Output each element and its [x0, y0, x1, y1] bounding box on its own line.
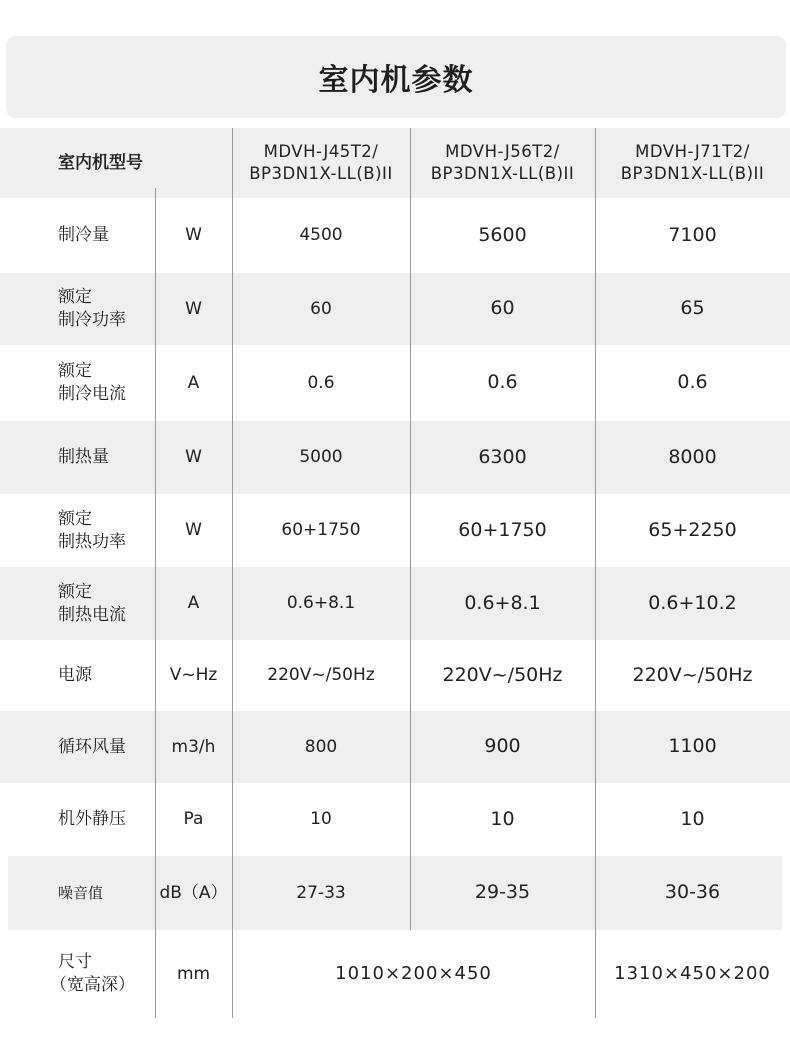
value-model-2: 220V~/50Hz — [442, 663, 563, 686]
row-label-line: 制热电流 — [58, 604, 126, 625]
row-unit: A — [187, 593, 200, 614]
model-1-line-1: MDVH-J45T2/ — [263, 141, 379, 161]
value-model-1: 220V~/50Hz — [267, 665, 375, 686]
value-model-2: 10 — [490, 807, 515, 830]
table-row — [0, 711, 790, 783]
table-row — [0, 783, 790, 856]
value-model-3: 0.6+10.2 — [648, 591, 737, 614]
size-label-line-2: （宽高深） — [50, 975, 135, 995]
model-2-line-1: MDVH-J56T2/ — [445, 141, 560, 161]
row-label-line: 额定 — [58, 287, 92, 308]
row-unit: A — [187, 372, 200, 393]
table-row — [0, 273, 790, 345]
table-row-size — [0, 930, 790, 1018]
row-label-line: 额定 — [58, 508, 92, 529]
row-label — [0, 930, 155, 1018]
row-label-line: 电源 — [58, 665, 92, 686]
value-model-2: 6300 — [478, 445, 527, 468]
table-row — [0, 345, 790, 421]
model-3-line-2: BP3DN1X-LL(B)II — [620, 164, 765, 183]
row-label — [0, 711, 155, 783]
divider-label-unit — [155, 188, 156, 1018]
row-unit: mm — [176, 963, 211, 984]
row-unit: V~Hz — [169, 665, 218, 686]
table-row — [0, 494, 790, 567]
table-row — [0, 421, 790, 494]
value-model-1: 0.6 — [307, 372, 335, 393]
value-model-3: 7100 — [668, 223, 717, 246]
value-model-2: 0.6 — [487, 371, 518, 394]
value-model-2: 5600 — [478, 223, 527, 246]
page-title: 室内机参数 — [318, 63, 474, 98]
row-label — [0, 345, 155, 421]
divider-m1-m2 — [410, 218, 411, 930]
table-row — [8, 856, 782, 930]
value-model-1: 27-33 — [296, 882, 346, 903]
row-label — [0, 640, 155, 711]
row-label-line: 机外静压 — [58, 809, 126, 830]
row-label-line: 噪音值 — [58, 883, 104, 902]
row-label — [0, 567, 155, 640]
model-2-line-2: BP3DN1X-LL(B)II — [430, 164, 575, 183]
table-row — [0, 198, 790, 273]
row-label-line: 额定 — [58, 581, 92, 602]
table-header-row — [0, 128, 790, 198]
value-model-1: 800 — [304, 736, 338, 757]
row-label — [0, 198, 155, 273]
value-model-2: 0.6+8.1 — [464, 591, 541, 614]
row-label-line: 循环风量 — [58, 736, 126, 757]
row-label — [0, 494, 155, 567]
divider-unit-m1 — [232, 188, 233, 1018]
value-model-2: 29-35 — [474, 881, 531, 904]
value-model-2: 60+1750 — [458, 518, 547, 541]
row-label — [0, 856, 155, 930]
row-unit: W — [185, 520, 202, 541]
value-model-2: 60 — [490, 297, 515, 320]
value-model-3: 65 — [680, 297, 705, 320]
row-label-line: 制冷功率 — [58, 310, 126, 330]
value-model-1: 60 — [310, 298, 332, 319]
value-model-1: 0.6+8.1 — [286, 593, 356, 614]
row-label-line: 制冷量 — [58, 225, 109, 246]
value-model-3: 65+2250 — [648, 518, 737, 541]
value-model-1: 5000 — [299, 447, 343, 468]
value-model-1: 4500 — [299, 225, 343, 246]
header-model-3 — [595, 128, 790, 198]
divider-m2-m3 — [595, 218, 596, 1018]
header-model-1 — [232, 128, 410, 198]
value-model-3: 30-36 — [664, 881, 721, 904]
model-3-line-1: MDVH-J71T2/ — [635, 141, 750, 161]
value-model-3: 1100 — [668, 735, 717, 758]
size-label-line-1: 尺寸 — [58, 952, 92, 973]
row-unit: m3/h — [171, 736, 216, 757]
row-label-line: 制冷电流 — [58, 384, 126, 404]
size-value-model-3: 1310×450×200 — [614, 962, 771, 984]
title-bar — [6, 36, 786, 118]
value-model-1: 60+1750 — [281, 520, 361, 541]
row-label-line: 额定 — [58, 361, 92, 382]
row-unit: W — [185, 447, 202, 468]
model-1-line-2: BP3DN1X-LL(B)II — [249, 164, 393, 183]
value-model-2: 900 — [484, 735, 521, 758]
row-label-line: 制热功率 — [58, 531, 126, 552]
table-row — [0, 567, 790, 640]
value-model-1: 10 — [310, 809, 332, 830]
row-unit: W — [185, 225, 202, 246]
row-label-line: 制热量 — [58, 447, 109, 468]
row-label — [0, 783, 155, 856]
divider-header-2 — [410, 128, 411, 218]
size-value-shared: 1010×200×450 — [335, 962, 492, 984]
row-unit: W — [185, 298, 202, 319]
divider-header-3 — [595, 128, 596, 218]
row-unit: Pa — [183, 809, 204, 830]
value-model-3: 0.6 — [677, 371, 708, 394]
table-row — [0, 640, 790, 711]
row-unit: dB（A） — [159, 882, 228, 903]
row-label — [0, 273, 155, 345]
value-model-3: 10 — [680, 807, 705, 830]
header-model-2 — [410, 128, 595, 198]
row-label — [0, 421, 155, 494]
header-label: 室内机型号 — [58, 152, 143, 173]
value-model-3: 8000 — [668, 445, 717, 468]
value-model-3: 220V~/50Hz — [632, 663, 753, 686]
